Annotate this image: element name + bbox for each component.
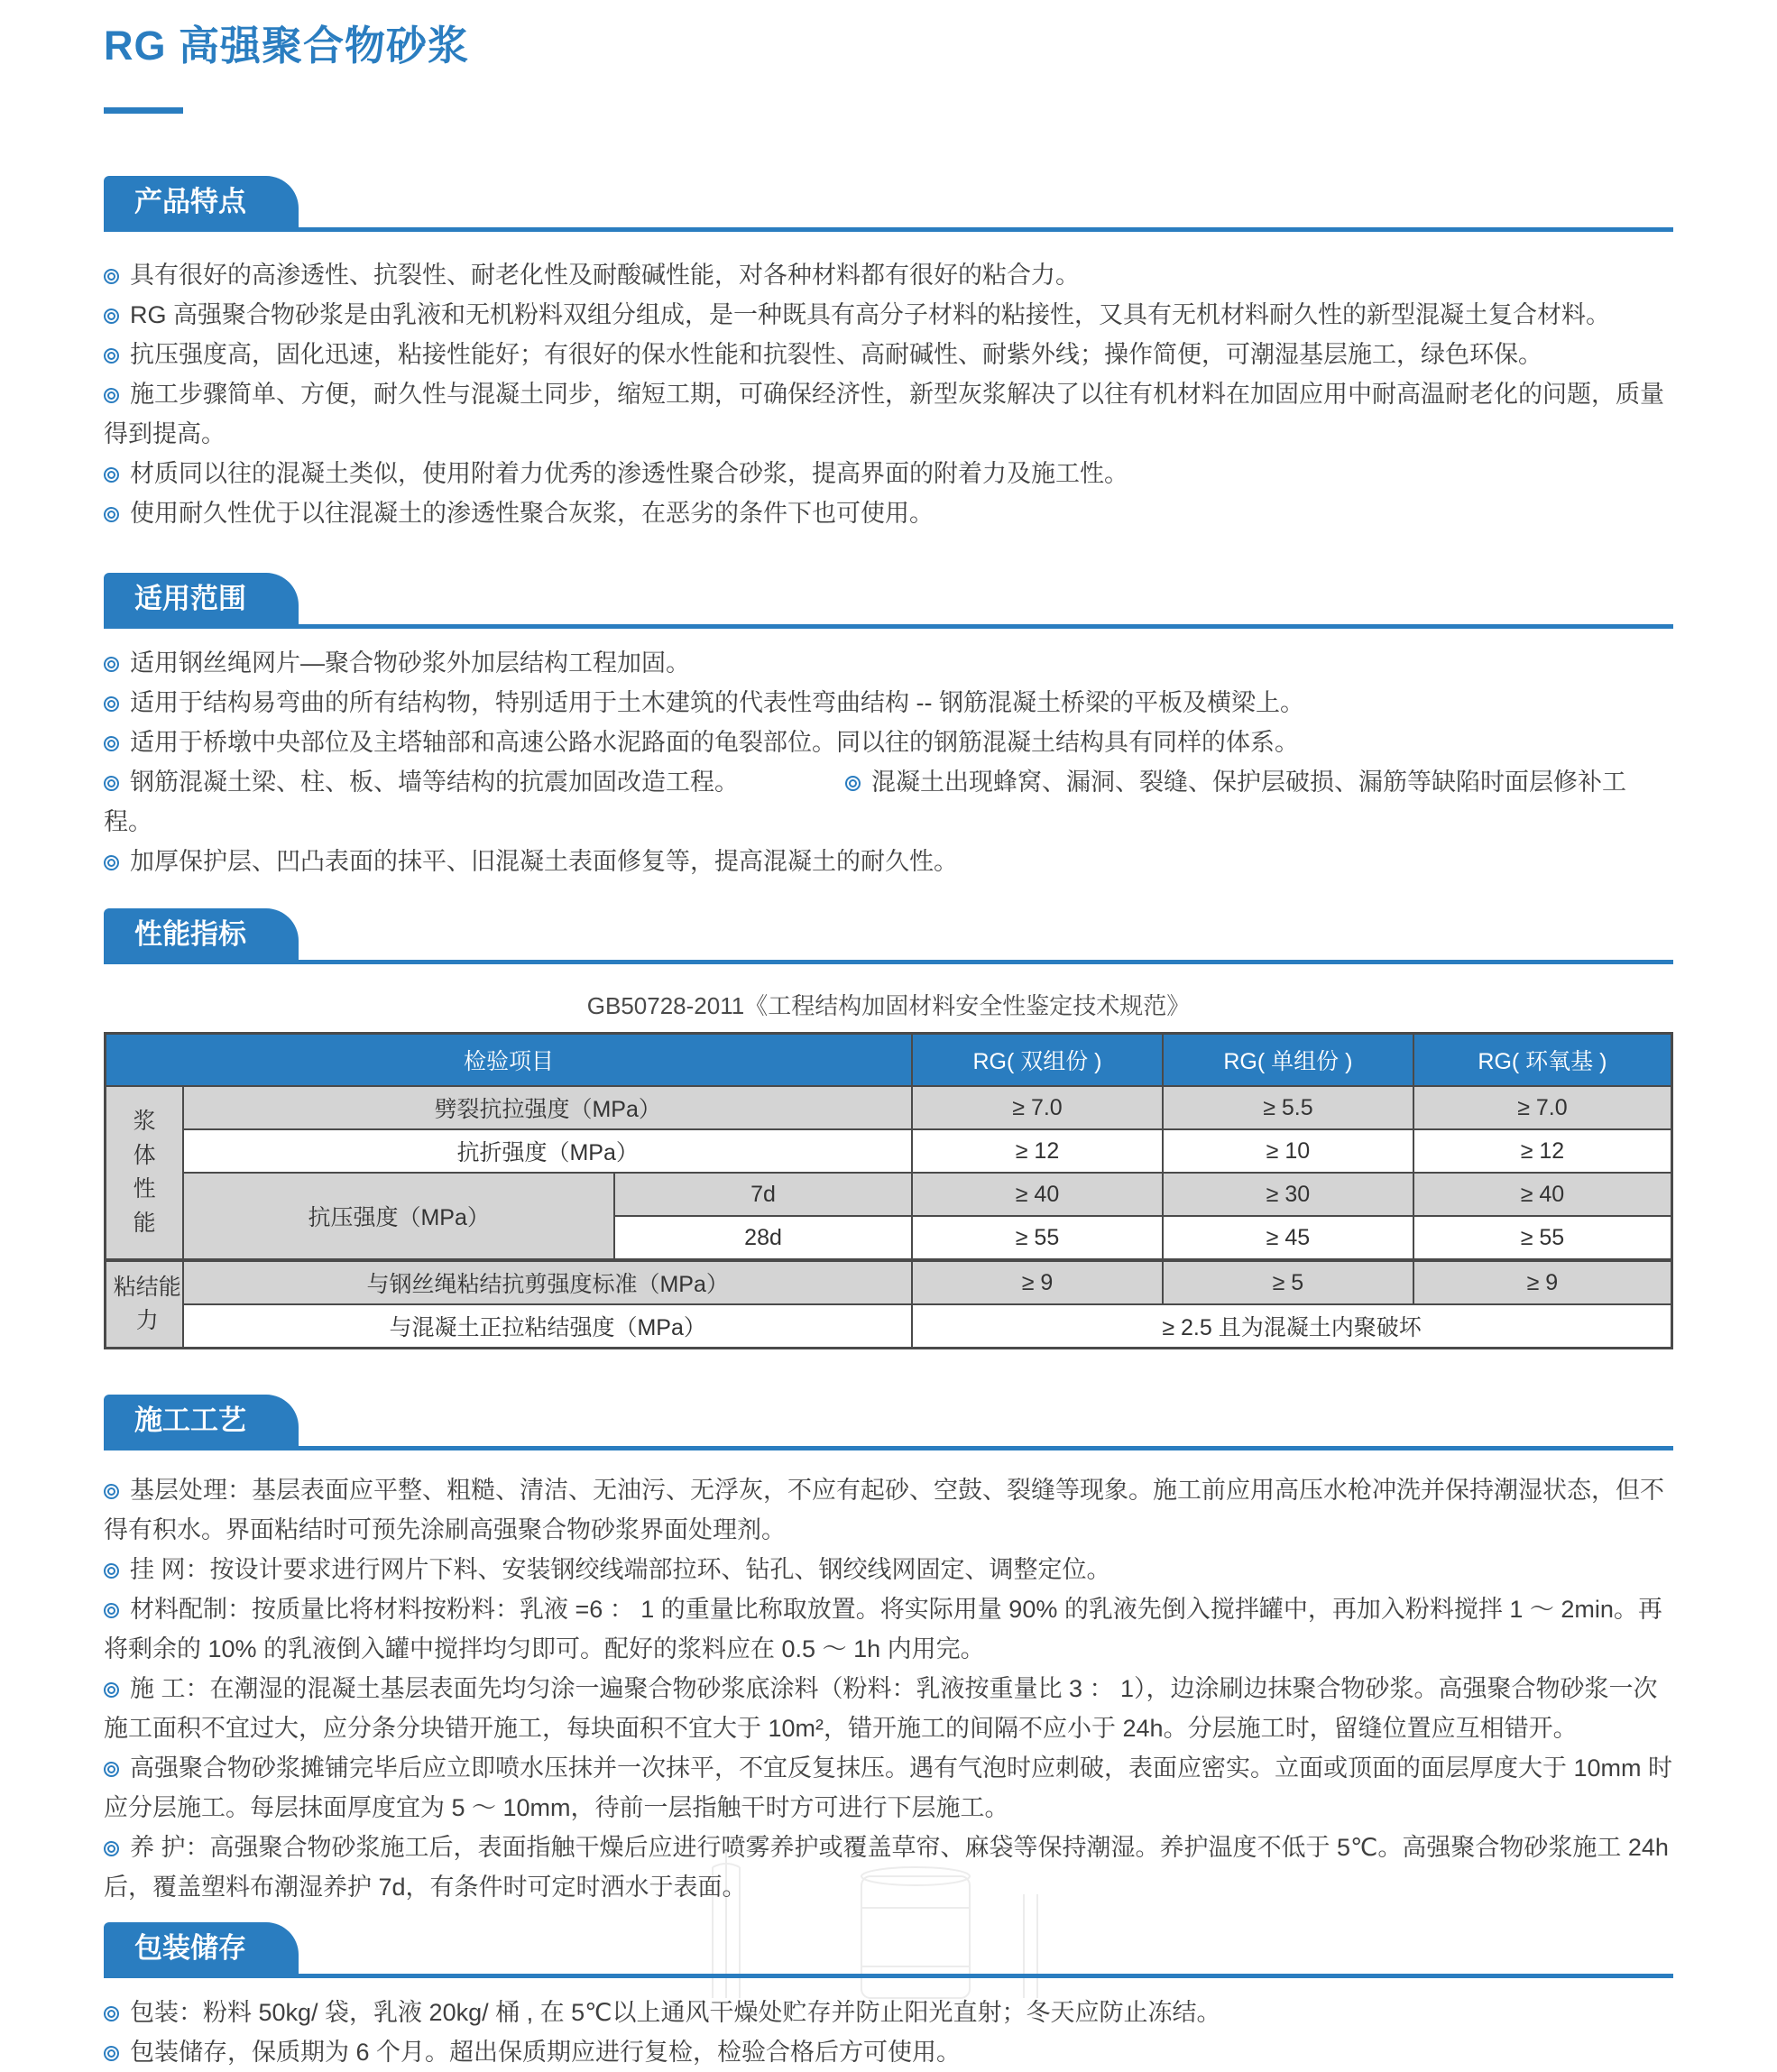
table-row (106, 1086, 1672, 1129)
process-item (104, 1669, 1673, 1748)
section-header-features (104, 176, 1673, 232)
value-cell: ≥ 9 (1413, 1260, 1672, 1304)
scope-item (104, 683, 1673, 723)
feature-text: RG 高强聚合物砂浆是由乳液和无机粉料双组分组成，是一种既具有高分子材料的粘接性，又具有无机材料耐久性的新型混凝土复合材料。 (130, 301, 1610, 328)
row-label: 与混凝土正拉粘结强度（MPa） (183, 1304, 912, 1349)
bullet-icon (104, 776, 119, 791)
process-text: 基层处理：基层表面应平整、粗糙、清洁、无油污、无浮灰，不应有起砂、空鼓、裂缝等现象。施工前应用高压水枪冲洗并保持潮湿状态，但不得有积水。界面粘结时可预先涂刷高强聚合物砂浆界面处理剂。 (104, 1477, 1664, 1543)
section-header-performance (104, 908, 1673, 964)
feature-text: 抗压强度高，固化迅速，粘接性能好；有很好的保水性能和抗裂性、高耐碱性、耐紫外线；操作简便，可潮湿基层施工，绿色环保。 (130, 341, 1542, 368)
section-header-process (104, 1395, 1673, 1450)
row-label: 劈裂抗拉强度（MPa） (183, 1086, 912, 1129)
scope-text: 加厚保护层、凹凸表面的抹平、旧混凝土表面修复等，提高混凝土的耐久性。 (130, 848, 958, 875)
scope-text: 适用于结构易弯曲的所有结构物，特别适用于土木建筑的代表性弯曲结构 -- 钢筋混凝土桥梁的平板及横梁上。 (130, 689, 1304, 716)
table-row (106, 1260, 1672, 1304)
process-item (104, 1589, 1673, 1669)
bullet-icon (104, 1563, 119, 1579)
merged-value-cell: ≥ 2.5 且为混凝土内聚破坏 (912, 1304, 1671, 1349)
value-cell: ≥ 45 (1163, 1216, 1413, 1260)
bullet-icon (104, 736, 119, 751)
bullet-icon (104, 1762, 119, 1777)
process-text: 养 护：高强聚合物砂浆施工后，表面指触干燥后应进行喷雾养护或覆盖草帘、麻袋等保持潮湿。养护温度不低于 5℃。高强聚合物砂浆施工 24h 后，覆盖塑料布潮湿养护 7d，有条件时可定时洒水于表面。 (104, 1834, 1669, 1901)
feature-text: 使用耐久性优于以往混凝土的渗透性聚合灰浆，在恶劣的条件下也可使用。 (130, 500, 934, 527)
scope-item (104, 723, 1673, 762)
col-header-epoxy: RG( 环氧基 ) (1413, 1034, 1672, 1087)
col-header-rg1: RG( 单组份 ) (1163, 1034, 1413, 1087)
feature-item (104, 374, 1673, 454)
packaging-text: 包装：粉料 50kg/ 袋，乳液 20kg/ 桶 , 在 5℃以上通风干燥处贮存并防止阳光直射；冬天应防止冻结。 (130, 1999, 1221, 2026)
scope-list (104, 643, 1673, 881)
scope-item (104, 842, 1673, 881)
scope-text: 混凝土出现蜂窝、漏洞、裂缝、保护层破损、漏筋等缺陷时面层修补工程。 (104, 769, 1626, 835)
bullet-icon (104, 348, 119, 364)
section-header-scope (104, 573, 1673, 629)
section-tab: 产品特点 (104, 176, 299, 227)
col-header-item: 检验项目 (106, 1034, 913, 1087)
value-cell: ≥ 55 (912, 1216, 1163, 1260)
value-cell: ≥ 40 (912, 1173, 1163, 1216)
row-label: 抗压强度（MPa） (183, 1173, 614, 1260)
title-underline (104, 107, 183, 114)
section-rule (104, 624, 1673, 629)
sub-label: 7d (614, 1173, 912, 1216)
bullet-icon (104, 1603, 119, 1618)
bullet-icon (104, 269, 119, 284)
value-cell: ≥ 40 (1413, 1173, 1672, 1216)
bullet-icon (104, 657, 119, 672)
packaging-text: 包装储存，保质期为 6 个月。超出保质期应进行复检，检验合格后方可使用。 (130, 2039, 962, 2066)
bullet-icon (104, 696, 119, 712)
section-rule (104, 227, 1673, 232)
value-cell: ≥ 12 (1413, 1129, 1672, 1173)
scope-text: 适用于桥墩中央部位及主塔轴部和高速公路水泥路面的龟裂部位。同以往的钢筋混凝土结构具有同样的体系。 (130, 729, 1299, 756)
process-text: 材料配制：按质量比将材料按粉料：乳液 =6 ： 1 的重量比称取放置。将实际用量 90% 的乳液先倒入搅拌罐中，再加入粉料搅拌 1 ～ 2min。再将剩余的 10% 的乳液倒入罐中搅拌均匀即可。配好的浆料应在 0.5 ～ 1h 内用完。 (104, 1596, 1662, 1662)
process-text: 挂 网：按设计要求进行网片下料、安装钢绞线端部拉环、钻孔、钢绞线网固定、调整定位。 (130, 1556, 1111, 1583)
feature-item (104, 454, 1673, 493)
value-cell: ≥ 30 (1163, 1173, 1413, 1216)
process-item (104, 1470, 1673, 1550)
table-row (106, 1129, 1672, 1173)
section-tab: 包装储存 (104, 1922, 299, 1974)
table-row (106, 1173, 1672, 1216)
value-cell: ≥ 7.0 (912, 1086, 1163, 1129)
feature-text: 施工步骤简单、方便，耐久性与混凝土同步，缩短工期，可确保经济性，新型灰浆解决了以往有机材料在加固应用中耐高温耐老化的问题，质量得到提高。 (104, 381, 1664, 447)
features-list (104, 255, 1673, 533)
scope-text: 钢筋混凝土梁、柱、板、墙等结构的抗震加固改造工程。 (130, 769, 739, 796)
page-title: RG 高强聚合物砂浆 (104, 23, 470, 69)
value-cell: ≥ 7.0 (1413, 1086, 1672, 1129)
process-item (104, 1828, 1673, 1907)
bullet-icon (104, 855, 119, 870)
feature-text: 具有很好的高渗透性、抗裂性、耐老化性及耐酸碱性能，对各种材料都有很好的粘合力。 (130, 262, 1080, 289)
bullet-icon (104, 1484, 119, 1499)
scope-item (104, 643, 1673, 683)
performance-table (104, 1032, 1673, 1349)
section-tab: 适用范围 (104, 573, 299, 624)
feature-item (104, 335, 1673, 374)
feature-item (104, 255, 1673, 295)
section-rule (104, 1974, 1673, 1978)
packaging-item (104, 1993, 1673, 2032)
row-group-bond: 粘结能力 (106, 1260, 184, 1349)
process-item (104, 1748, 1673, 1828)
process-text: 施 工：在潮湿的混凝土基层表面先均匀涂一遍聚合物砂浆底涂料（粉料：乳液按重量比 3 ： 1），边涂刷边抹聚合物砂浆。高强聚合物砂浆一次施工面积不宜过大，应分条分块错开施工，每块面积不宜大于 10m²，错开施工的间隔不应小于 24h。分层施工时，留缝位置应互相错开。 (104, 1675, 1658, 1742)
bullet-icon (104, 388, 119, 403)
process-item (104, 1550, 1673, 1589)
value-cell: ≥ 9 (912, 1260, 1163, 1304)
bullet-icon (104, 2046, 119, 2061)
row-label: 与钢丝绳粘结抗剪强度标准（MPa） (183, 1260, 912, 1304)
process-list (104, 1470, 1673, 1907)
bullet-icon (845, 776, 861, 791)
bullet-icon (104, 507, 119, 522)
row-group-paste: 浆体性能 (106, 1086, 184, 1260)
table-caption: GB50728-2011《工程结构加固材料安全性鉴定技术规范》 (586, 992, 1191, 1019)
section-header-packaging (104, 1922, 1673, 1978)
value-cell: ≥ 55 (1413, 1216, 1672, 1260)
scope-item-double (104, 762, 1673, 842)
section-tab: 性能指标 (104, 908, 299, 960)
bullet-icon (104, 1682, 119, 1698)
feature-text: 材质同以往的混凝土类似，使用附着力优秀的渗透性聚合砂浆，提高界面的附着力及施工性。 (130, 460, 1128, 487)
feature-item (104, 295, 1673, 335)
value-cell: ≥ 5.5 (1163, 1086, 1413, 1129)
value-cell: ≥ 12 (912, 1129, 1163, 1173)
section-rule (104, 1446, 1673, 1450)
scope-text: 适用钢丝绳网片—聚合物砂浆外加层结构工程加固。 (130, 649, 690, 677)
bullet-icon (104, 1841, 119, 1856)
bullet-icon (104, 467, 119, 483)
col-header-rg2: RG( 双组份 ) (912, 1034, 1163, 1087)
packaging-list (104, 1993, 1673, 2072)
feature-item (104, 493, 1673, 533)
packaging-item (104, 2032, 1673, 2072)
bullet-icon (104, 2006, 119, 2021)
section-tab: 施工工艺 (104, 1395, 299, 1446)
table-row (106, 1304, 1672, 1349)
value-cell: ≥ 5 (1163, 1260, 1413, 1304)
section-rule (104, 960, 1673, 964)
value-cell: ≥ 10 (1163, 1129, 1413, 1173)
process-text: 高强聚合物砂浆摊铺完毕后应立即喷水压抹并一次抹平，不宜反复抹压。遇有气泡时应刺破，表面应密实。立面或顶面的面层厚度大于 10mm 时应分层施工。每层抹面厚度宜为 5 ～ 10mm，待前一层指触干时方可进行下层施工。 (104, 1754, 1673, 1821)
bullet-icon (104, 308, 119, 324)
sub-label: 28d (614, 1216, 912, 1260)
row-label: 抗折强度（MPa） (183, 1129, 912, 1173)
table-header-row (106, 1034, 1672, 1087)
